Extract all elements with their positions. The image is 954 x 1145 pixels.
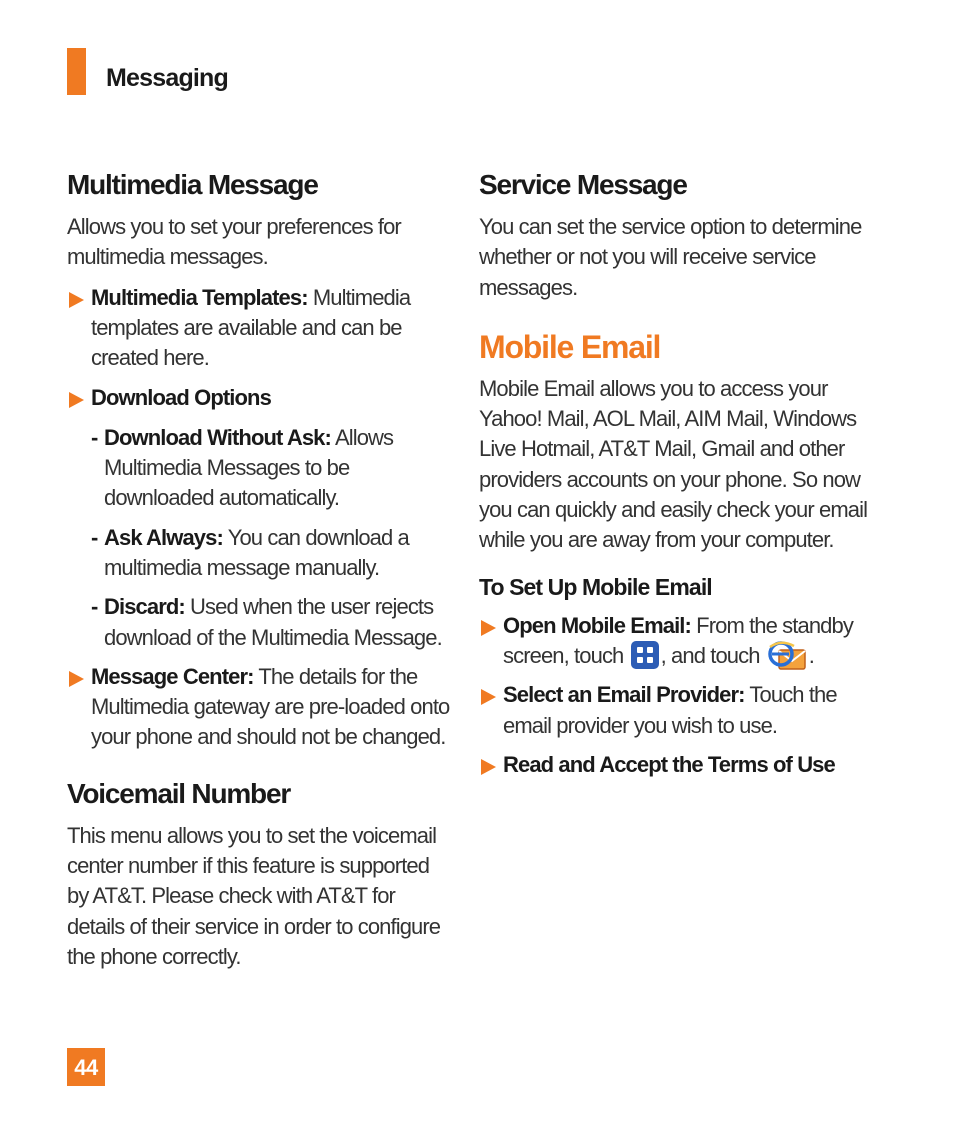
select-provider-label: Select an Email Provider: (503, 682, 745, 708)
right-column (479, 168, 879, 780)
discard-item: - Discard: Used when the user rejects download of the Multimedia Message. (91, 594, 442, 650)
templates-text: Multimedia templates are available and can be created here. (91, 284, 411, 371)
open-mobile-email-item (479, 611, 879, 672)
voicemail-number-heading: Voicemail Number (67, 777, 291, 809)
triangle-bullet-icon (481, 689, 496, 705)
read-terms-label: Read and Accept the Terms of Use (503, 751, 835, 777)
message-center-item (67, 662, 452, 753)
ask-always-label: Ask Always: (104, 524, 223, 550)
download-options-item (67, 383, 452, 413)
left-column (67, 168, 452, 972)
download-options-label: Download Options (91, 385, 271, 411)
multimedia-message-heading: Multimedia Message (67, 169, 318, 200)
download-without-ask-item: - Download Without Ask: Allows Multimedia Messages to be downloaded automatically. (91, 424, 394, 511)
ask-always-item: - Ask Always: You can download a multimedia message manually. (91, 524, 409, 580)
triangle-bullet-icon (481, 620, 496, 636)
open-mobile-email-text-2: , and touch (660, 642, 765, 668)
mobile-email-icon (767, 641, 807, 671)
service-message-text: You can set the service option to determine whether or not you will receive service messages. (479, 214, 862, 300)
open-mobile-email-label: Open Mobile Email: (503, 612, 691, 638)
triangle-bullet-icon (69, 671, 84, 687)
templates-label: Multimedia Templates: (91, 284, 308, 310)
service-message-heading: Service Message (479, 169, 687, 200)
multimedia-message-intro: Allows you to set your preferences for multimedia messages. (67, 214, 401, 270)
select-provider-text: Touch the email provider you wish to use. (503, 682, 837, 738)
applications-grid-icon (631, 641, 659, 669)
setup-heading: To Set Up Mobile Email (479, 573, 712, 600)
mobile-email-heading: Mobile Email (479, 328, 661, 365)
open-mobile-email-text: From the standby screen, touch (503, 612, 853, 668)
ask-always-text: You can download a multimedia message manually. (104, 524, 409, 580)
section-marker (67, 48, 86, 95)
triangle-bullet-icon (69, 292, 84, 308)
message-center-text: The details for the Multimedia gateway are pre-loaded onto your phone and should not be changed. (91, 663, 450, 750)
templates-item (67, 283, 452, 374)
section-title: Messaging (106, 64, 228, 92)
read-terms-item (479, 750, 879, 780)
voicemail-number-text: This menu allows you to set the voicemail center number if this feature is supported by AT&T. Please check with AT&T for details of their service in order to configure the phone correctly. (67, 822, 441, 969)
page-number: 44 (67, 1048, 105, 1086)
mobile-email-text: Mobile Email allows you to access your Yahoo! Mail, AOL Mail, AIM Mail, Windows Live Hotmail, AT&T Mail, Gmail and other providers accounts on your phone. So now you can quickly and easily check your email while you are away from your computer. (479, 375, 868, 553)
triangle-bullet-icon (481, 759, 496, 775)
download-without-ask-text: Allows Multimedia Messages to be downloaded automatically. (104, 424, 394, 511)
discard-label: Discard: (104, 594, 185, 620)
discard-text: Used when the user rejects download of the Multimedia Message. (104, 594, 442, 650)
select-provider-item (479, 680, 879, 741)
message-center-label: Message Center: (91, 663, 254, 689)
download-without-ask-label: Download Without Ask: (104, 424, 331, 450)
open-mobile-email-text-3: . (808, 642, 814, 668)
triangle-bullet-icon (69, 392, 84, 408)
